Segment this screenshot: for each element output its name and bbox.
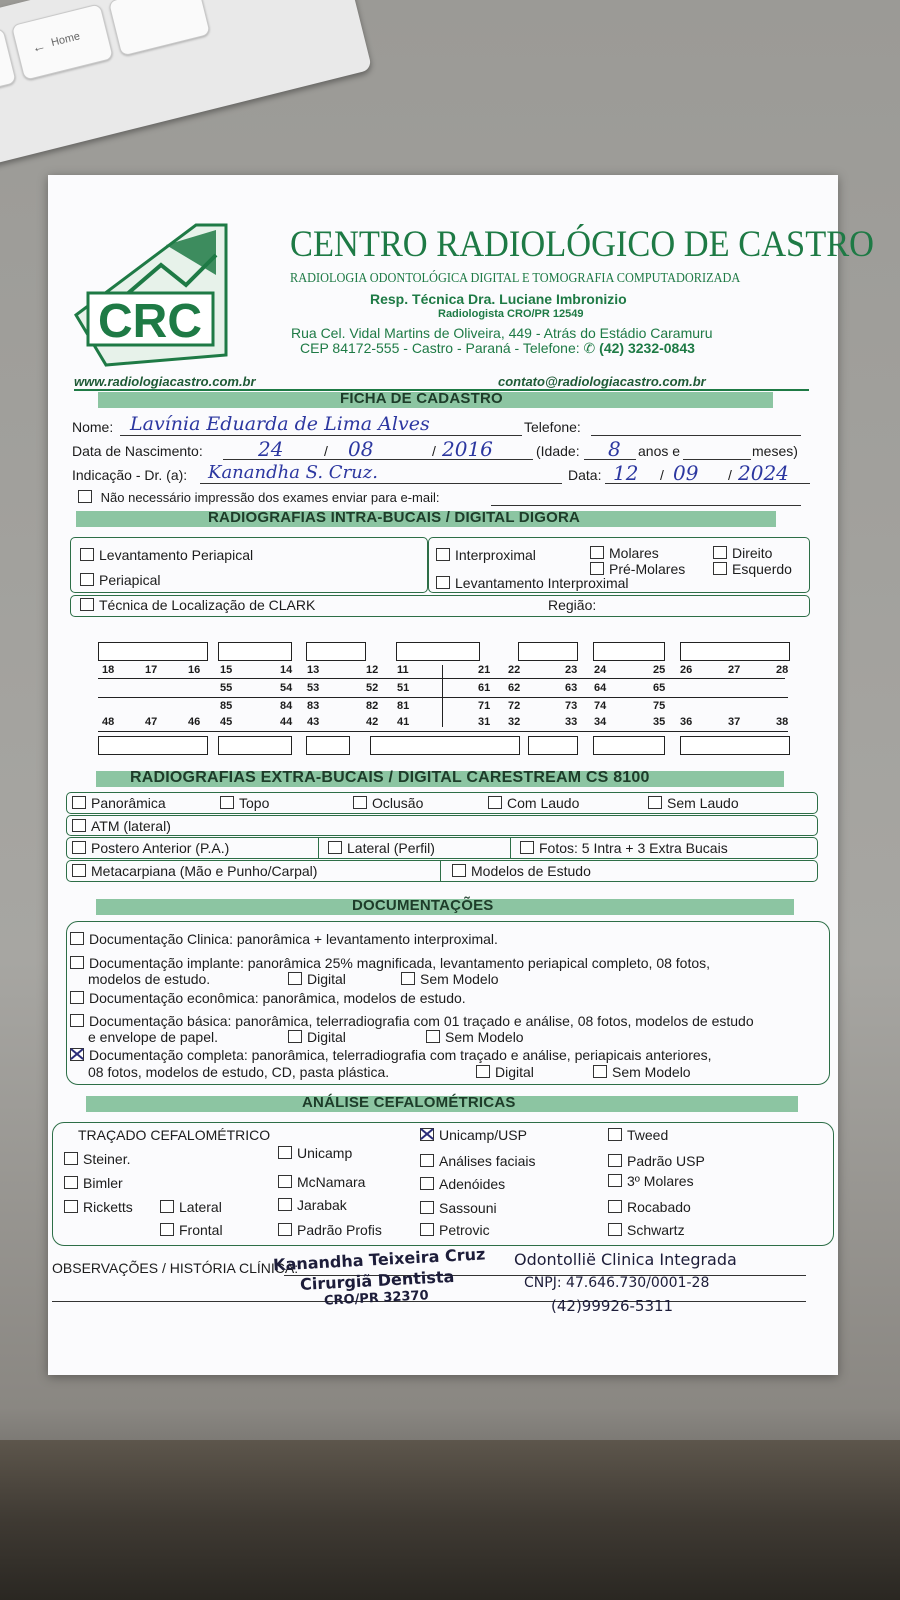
option-label: 3º Molares <box>627 1173 694 1189</box>
tooth-number: 47 <box>145 716 158 728</box>
jarabak-option[interactable] <box>278 1197 347 1213</box>
tooth-number: 74 <box>594 700 607 712</box>
nasc-month: 08 <box>348 437 374 461</box>
levantamento-periapical-option[interactable] <box>80 547 253 563</box>
tooth-box <box>680 736 790 755</box>
option-label: Panorâmica <box>91 795 166 811</box>
tooth-number: 31 <box>478 716 491 728</box>
option-label: Metacarpiana (Mão e Punho/Carpal) <box>91 863 318 879</box>
checkbox[interactable] <box>590 562 604 575</box>
option-label: Levantamento Interproximal <box>455 575 629 591</box>
checkbox[interactable] <box>593 1065 607 1078</box>
tooth-box <box>218 642 292 661</box>
rocabado-option[interactable] <box>608 1199 691 1215</box>
modelos-option[interactable] <box>452 863 591 879</box>
tooth-number: 53 <box>307 682 320 694</box>
option-label: Sem Laudo <box>667 795 739 811</box>
checkbox[interactable] <box>648 796 662 809</box>
whatsapp-icon: ✆ <box>583 340 596 356</box>
analises-faciais-option[interactable] <box>420 1153 536 1169</box>
sassouni-option[interactable] <box>420 1200 497 1216</box>
tooth-number: 82 <box>366 700 379 712</box>
checkbox[interactable] <box>420 1154 434 1167</box>
extra-row-2 <box>66 815 818 836</box>
tooth-number: 17 <box>145 664 158 676</box>
stamp-clinic-name: Odontollië Clinica Integrada <box>514 1250 737 1269</box>
option-label: Petrovic <box>439 1222 490 1238</box>
lower-perm-line <box>98 731 788 732</box>
implante-digital-option[interactable] <box>288 971 346 987</box>
checkbox[interactable] <box>80 548 94 561</box>
unicamp-usp-option[interactable] <box>420 1127 527 1143</box>
data-label: Data: <box>568 467 602 483</box>
tooth-number: 26 <box>680 664 693 676</box>
option-label: Bimler <box>83 1175 123 1191</box>
option-label: Periapical <box>99 572 161 588</box>
option-label: Sassouni <box>439 1200 497 1216</box>
checkbox[interactable] <box>288 972 302 985</box>
indicacao-label: Indicação - Dr. (a): <box>72 467 188 483</box>
atm-option[interactable] <box>72 818 171 834</box>
option-label: Técnica de Localização de CLARK <box>99 597 316 613</box>
tooth-number: 32 <box>508 716 521 728</box>
slash-1: / <box>324 443 328 459</box>
tooth-number: 22 <box>508 664 521 676</box>
com-laudo-option[interactable] <box>488 795 579 811</box>
checkbox[interactable] <box>64 1152 78 1165</box>
tooth-number: 65 <box>653 682 666 694</box>
option-label: Jarabak <box>297 1197 347 1213</box>
data-month: 09 <box>673 461 699 485</box>
checkbox[interactable] <box>608 1223 622 1236</box>
tooth-number: 44 <box>280 716 293 728</box>
clinic-subtitle: RADIOLOGIA ODONTOLÓGICA DIGITAL E TOMOGRAFIA COMPUTADORIZADA <box>290 271 741 286</box>
option-label: Frontal <box>179 1222 223 1238</box>
direito-option[interactable] <box>713 545 772 561</box>
padrao-usp-option[interactable] <box>608 1153 705 1169</box>
tooth-number: 43 <box>307 716 320 728</box>
option-label: Tweed <box>627 1127 669 1143</box>
option-label: Lateral <box>179 1199 222 1215</box>
address-line-2 <box>300 340 695 357</box>
tooth-number: 28 <box>776 664 789 676</box>
tooth-number: 27 <box>728 664 741 676</box>
option-label: Sem Modelo <box>612 1064 691 1080</box>
email-option-label: Não necessário impressão dos exames enviar para e-mail: <box>100 490 440 505</box>
fotos-option[interactable] <box>520 840 728 856</box>
checkbox[interactable] <box>70 1014 84 1027</box>
meses-label: meses) <box>752 443 798 459</box>
checkbox[interactable] <box>590 546 604 559</box>
checkbox[interactable] <box>713 546 727 559</box>
completa-digital-option[interactable] <box>476 1064 534 1080</box>
checkbox[interactable] <box>608 1128 622 1141</box>
checkbox[interactable] <box>288 1030 302 1043</box>
stamp-clinic-cnpj: CNPJ: 47.646.730/0001-28 <box>524 1275 710 1291</box>
checkbox[interactable] <box>452 864 466 877</box>
email-line <box>491 505 801 506</box>
option-label: Sem Modelo <box>420 971 499 987</box>
tooth-box <box>593 642 665 661</box>
oclusao-option[interactable] <box>353 795 423 811</box>
meses-line <box>683 459 751 460</box>
tooth-number: 52 <box>366 682 379 694</box>
completa-sem-modelo-option[interactable] <box>593 1064 691 1080</box>
keyboard-key <box>108 0 211 57</box>
tooth-number: 37 <box>728 716 741 728</box>
floor-background <box>0 1440 900 1600</box>
midline-horizontal <box>98 697 788 698</box>
tooth-box <box>306 736 350 755</box>
tooth-number: 41 <box>397 716 410 728</box>
frontal-option[interactable] <box>160 1222 223 1238</box>
option-label: Padrão Profis <box>297 1222 382 1238</box>
levantamento-interproximal-option[interactable] <box>436 575 629 591</box>
arrow-left-icon: ← <box>30 36 48 56</box>
option-label: Sem Modelo <box>445 1029 524 1045</box>
terceiros-molares-option[interactable] <box>608 1173 694 1189</box>
tooth-number: 51 <box>397 682 410 694</box>
checkbox[interactable] <box>70 932 84 945</box>
option-label: Documentação completa: panorâmica, telerradiografia com traçado e análise, periapicais anteriores, <box>89 1047 712 1063</box>
row-divider <box>318 837 319 859</box>
midline-vertical <box>442 665 443 727</box>
tooth-number: 42 <box>366 716 379 728</box>
slash-2: / <box>432 443 436 459</box>
option-label: Análises faciais <box>439 1153 536 1169</box>
tooth-number: 48 <box>102 716 115 728</box>
option-label: Digital <box>307 1029 346 1045</box>
phone-number: (42) 3232-0843 <box>599 340 695 356</box>
padrao-profis-option[interactable] <box>278 1222 382 1238</box>
obs-label: OBSERVAÇÕES / HISTÓRIA CLÍNICA: <box>52 1260 299 1276</box>
data-day: 12 <box>613 461 639 485</box>
extra-title: RADIOGRAFIAS EXTRA-BUCAIS / DIGITAL CARESTREAM CS 8100 <box>130 769 650 786</box>
tooth-number: 71 <box>478 700 491 712</box>
implante-sem-modelo-option[interactable] <box>401 971 499 987</box>
row-divider <box>510 837 511 859</box>
option-label: Oclusão <box>372 795 424 811</box>
basica-digital-option[interactable] <box>288 1029 346 1045</box>
checkbox[interactable] <box>70 991 84 1004</box>
tooth-number: 16 <box>188 664 201 676</box>
stamp-dentist-cro: CRO/PR 32370 <box>323 1288 429 1309</box>
doc-completa-line2: 08 fotos, modelos de estudo, CD, pasta plástica. <box>88 1064 390 1080</box>
option-label: Schwartz <box>627 1222 685 1238</box>
doc-basica-option[interactable] <box>70 1013 754 1029</box>
tooth-number: 12 <box>366 664 379 676</box>
checkbox[interactable] <box>72 796 86 809</box>
checkbox[interactable] <box>353 796 367 809</box>
tooth-number: 62 <box>508 682 521 694</box>
option-label: Adenóides <box>439 1176 506 1192</box>
checkbox[interactable] <box>160 1223 174 1236</box>
nasc-day: 24 <box>258 437 284 461</box>
tweed-option[interactable] <box>608 1127 668 1143</box>
unicamp-option[interactable] <box>278 1145 352 1161</box>
tooth-number: 73 <box>565 700 578 712</box>
checkbox[interactable] <box>80 573 94 586</box>
checkbox[interactable] <box>420 1223 434 1236</box>
tooth-number: 63 <box>565 682 578 694</box>
tooth-box <box>218 736 292 755</box>
tooth-box <box>98 642 208 661</box>
tracado-label: TRAÇADO CEFALOMÉTRICO <box>78 1127 271 1143</box>
tooth-number: 21 <box>478 664 491 676</box>
tooth-number: 72 <box>508 700 521 712</box>
checkbox[interactable] <box>72 819 86 832</box>
tooth-number: 84 <box>280 700 293 712</box>
email-option[interactable] <box>78 490 440 505</box>
nome-value: Lavínia Eduarda de Lima Alves <box>130 413 430 435</box>
intra-title: RADIOGRAFIAS INTRA-BUCAIS / DIGITAL DIGORA <box>208 509 581 526</box>
doc-title: DOCUMENTAÇÕES <box>352 897 494 914</box>
option-label: Direito <box>732 545 773 561</box>
checkbox[interactable] <box>608 1154 622 1167</box>
website: www.radiologiacastro.com.br <box>74 374 256 389</box>
bimler-option[interactable] <box>64 1175 123 1191</box>
checkbox[interactable] <box>520 841 534 854</box>
slash-4: / <box>728 467 732 483</box>
doc-implante-option[interactable] <box>70 955 710 971</box>
tooth-box <box>593 736 665 755</box>
tooth-number: 61 <box>478 682 491 694</box>
checkbox[interactable] <box>608 1200 622 1213</box>
tooth-number: 11 <box>397 664 409 676</box>
checkbox[interactable] <box>328 841 342 854</box>
stamp-clinic-phone: (42)99926-5311 <box>551 1297 674 1315</box>
tooth-number: 18 <box>102 664 115 676</box>
checked-checkbox[interactable] <box>420 1128 434 1141</box>
option-label: Digital <box>307 971 346 987</box>
checkbox[interactable] <box>420 1201 434 1214</box>
option-label: Interproximal <box>455 547 536 563</box>
doc-implante-line2: modelos de estudo. <box>88 971 211 987</box>
mcnamara-option[interactable] <box>278 1174 365 1190</box>
keyboard <box>0 0 372 166</box>
home-key-label: Home <box>49 30 82 50</box>
checkbox[interactable] <box>160 1200 174 1213</box>
checkbox[interactable] <box>70 956 84 969</box>
anos-label: anos e <box>638 443 681 459</box>
home-key <box>11 3 114 81</box>
data-year: 2024 <box>738 461 789 485</box>
option-label: Documentação básica: panorâmica, telerradiografia com 01 traçado e análise, 08 fotos, modelos de estudo <box>89 1013 754 1029</box>
doc-completa-option[interactable] <box>70 1047 712 1063</box>
lateral-option[interactable] <box>160 1199 222 1215</box>
option-label: Padrão USP <box>627 1153 705 1169</box>
checkbox[interactable] <box>436 548 450 561</box>
nome-label: Nome: <box>72 419 114 435</box>
idade-value: 8 <box>608 437 621 461</box>
option-label: Unicamp/USP <box>439 1127 527 1143</box>
crc-logo <box>66 215 256 375</box>
cefalo-title: ANÁLISE CEFALOMÉTRICAS <box>302 1094 516 1111</box>
checkbox[interactable] <box>713 562 727 575</box>
option-label: Com Laudo <box>507 795 580 811</box>
option-label: Ricketts <box>83 1199 133 1215</box>
row-divider <box>440 860 441 882</box>
checkbox[interactable] <box>64 1176 78 1189</box>
indicacao-line <box>200 483 562 484</box>
tooth-number: 15 <box>220 664 233 676</box>
stamp-dentist-role: Cirurgiã Dentista <box>299 1266 455 1295</box>
checkbox[interactable] <box>608 1174 622 1187</box>
checkbox[interactable] <box>80 598 94 611</box>
tooth-number: 54 <box>280 682 293 694</box>
logo-text: CRC <box>98 295 202 348</box>
idade-label: (Idade: <box>536 443 580 459</box>
tooth-number: 23 <box>565 664 578 676</box>
metacarpiana-option[interactable] <box>72 863 317 879</box>
option-label: Fotos: 5 Intra + 3 Extra Bucais <box>539 840 728 856</box>
tooth-number: 85 <box>220 700 233 712</box>
telefone-label: Telefone: <box>524 419 581 435</box>
nascimento-label: Data de Nascimento: <box>72 443 203 459</box>
panoramica-option[interactable] <box>72 795 166 811</box>
checkbox[interactable] <box>278 1175 292 1188</box>
email-address: contato@radiologiacastro.com.br <box>498 374 706 389</box>
option-label: Documentação Clinica: panorâmica + levantamento interproximal. <box>89 931 498 947</box>
postero-option[interactable] <box>72 840 229 856</box>
tooth-number: 33 <box>565 716 578 728</box>
tooth-box <box>528 736 578 755</box>
email-checkbox[interactable] <box>78 490 92 503</box>
option-label: Unicamp <box>297 1145 353 1161</box>
regiao-label: Região: <box>548 597 597 613</box>
responsible: Resp. Técnica Dra. Luciane Imbronizio <box>370 291 627 307</box>
option-label: Levantamento Periapical <box>99 547 254 563</box>
option-label: Modelos de Estudo <box>471 863 591 879</box>
tooth-box <box>370 736 520 755</box>
doc-economica-option[interactable] <box>70 990 466 1006</box>
checked-checkbox[interactable] <box>70 1048 84 1061</box>
checkbox[interactable] <box>278 1146 292 1159</box>
tooth-number: 36 <box>680 716 693 728</box>
option-label: Pré-Molares <box>609 561 686 577</box>
tooth-number: 24 <box>594 664 607 676</box>
checkbox[interactable] <box>420 1177 434 1190</box>
checkbox[interactable] <box>278 1223 292 1236</box>
checkbox[interactable] <box>220 796 234 809</box>
tooth-number: 75 <box>653 700 666 712</box>
tooth-number: 55 <box>220 682 233 694</box>
adenoides-option[interactable] <box>420 1176 505 1192</box>
option-label: Digital <box>495 1064 534 1080</box>
option-label: Lateral (Perfil) <box>347 840 435 856</box>
doc-basica-line2: e envelope de papel. <box>88 1029 218 1045</box>
option-label: Rocabado <box>627 1199 691 1215</box>
checkbox[interactable] <box>72 864 86 877</box>
clinic-title: CENTRO RADIOLÓGICO DE CASTRO <box>290 224 875 265</box>
registration-form <box>48 175 875 1375</box>
obs-line-2 <box>52 1301 806 1302</box>
tooth-number: 46 <box>188 716 201 728</box>
option-label: Documentação econômica: panorâmica, modelos de estudo. <box>89 990 466 1006</box>
tooth-number: 45 <box>220 716 233 728</box>
radiologist-cro: Radiologista CRO/PR 12549 <box>438 308 584 320</box>
address-line-1: Rua Cel. Vidal Martins de Oliveira, 449 - Atrás do Estádio Caramuru <box>291 325 713 341</box>
checkbox[interactable] <box>72 841 86 854</box>
option-label: Topo <box>239 795 270 811</box>
slash-3: / <box>660 467 664 483</box>
tooth-number: 64 <box>594 682 607 694</box>
petrovic-option[interactable] <box>420 1222 490 1238</box>
nasc-year: 2016 <box>442 437 493 461</box>
option-label: Esquerdo <box>732 561 792 577</box>
tooth-number: 14 <box>280 664 293 676</box>
tooth-number: 25 <box>653 664 666 676</box>
ficha-title: FICHA DE CADASTRO <box>340 390 503 407</box>
topo-option[interactable] <box>220 795 269 811</box>
option-label: Steiner. <box>83 1151 131 1167</box>
checkbox[interactable] <box>488 796 502 809</box>
tooth-number: 38 <box>776 716 789 728</box>
checkbox[interactable] <box>426 1030 440 1043</box>
tooth-box <box>518 642 578 661</box>
ricketts-option[interactable] <box>64 1199 133 1215</box>
checkbox[interactable] <box>401 972 415 985</box>
nome-line <box>120 435 522 436</box>
tooth-number: 81 <box>397 700 410 712</box>
periapical-option[interactable] <box>80 572 160 588</box>
clark-option[interactable] <box>80 597 315 613</box>
tooth-number: 35 <box>653 716 666 728</box>
address-prefix: CEP 84172-555 - Castro - Paraná - Telefone: <box>300 340 580 356</box>
tooth-number: 83 <box>307 700 320 712</box>
checkbox[interactable] <box>476 1065 490 1078</box>
molares-option[interactable] <box>590 545 659 561</box>
tooth-box <box>98 736 208 755</box>
option-label: Molares <box>609 545 659 561</box>
schwartz-option[interactable] <box>608 1222 685 1238</box>
sem-laudo-option[interactable] <box>648 795 739 811</box>
checkbox[interactable] <box>278 1198 292 1211</box>
basica-sem-modelo-option[interactable] <box>426 1029 524 1045</box>
tooth-box <box>396 642 480 661</box>
option-label: Documentação implante: panorâmica 25% magnificada, levantamento periapical completo, 08 fotos, <box>89 955 711 971</box>
tooth-box <box>306 642 366 661</box>
tooth-number: 34 <box>594 716 607 728</box>
option-label: Postero Anterior (P.A.) <box>91 840 230 856</box>
esquerdo-option[interactable] <box>713 561 792 577</box>
tooth-box <box>680 642 790 661</box>
option-label: ATM (lateral) <box>91 818 171 834</box>
steiner-option[interactable] <box>64 1151 130 1167</box>
checkbox[interactable] <box>64 1200 78 1213</box>
interproximal-option[interactable] <box>436 547 536 563</box>
doc-clinica-option[interactable] <box>70 931 498 947</box>
option-label: McNamara <box>297 1174 366 1190</box>
indicacao-value: Kanandha S. Cruz. <box>208 462 378 483</box>
telefone-line <box>591 435 801 436</box>
lateral-perfil-option[interactable] <box>328 840 435 856</box>
stamp-dentist-name: Kanandha Teixeira Cruz <box>272 1244 486 1275</box>
checkbox[interactable] <box>436 576 450 589</box>
tooth-number: 13 <box>307 664 320 676</box>
